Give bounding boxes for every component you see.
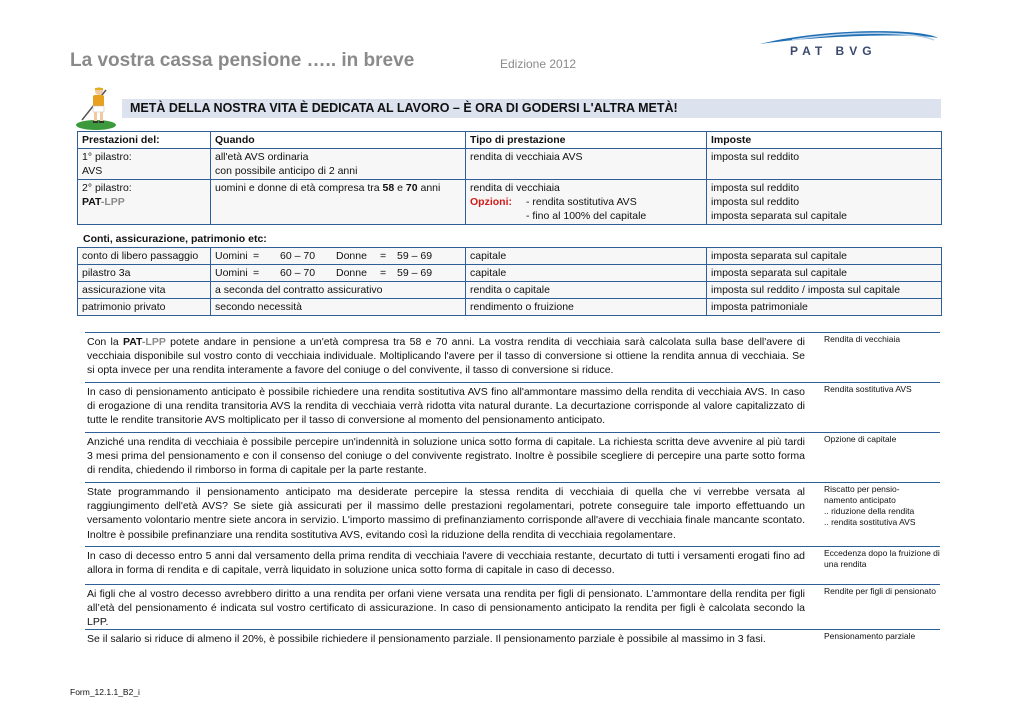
logo-text: PAT BVG bbox=[790, 44, 877, 58]
cell-text: rendita di vecchiaia bbox=[470, 182, 560, 194]
accounts-table bbox=[77, 247, 942, 316]
section-text: In caso di pensionamento anticipato è possibile richiedere una rendita sostitutiva AVS fino all'ammontare massimo della rendita di vecchiaia AVS. In caso di erogazione di una rendita transitoria AVS la rendita di vecchiaia verrà ridotta vita natural durante. La decurtazione corrisponde al valore capitalizzato di tutte le rendite transitorie AVS moltiplicato per il tasso di conversione al momento del pensionamento anticipato. bbox=[87, 386, 805, 427]
table-cell bbox=[211, 149, 466, 180]
cell-text: imposta separata sul capitale bbox=[711, 210, 847, 222]
header-cell: Imposte bbox=[707, 132, 942, 149]
table-header-row bbox=[78, 132, 942, 149]
age-range-cell: Uomini = 60 – 70 Donne = 59 – 69 bbox=[211, 248, 466, 265]
lpp-text: -LPP bbox=[100, 196, 125, 208]
section-text: Se il salario si riduce di almeno il 20%, è possibile richiedere il pensionamento parziale. Il pensionamento parziale è possibile al massimo in 3 fasi. bbox=[87, 633, 766, 645]
pillar-label: 2° pilastro: bbox=[82, 182, 132, 194]
section-partial-retirement bbox=[85, 629, 940, 652]
cell-text: all'età AVS ordinaria bbox=[215, 151, 309, 163]
header-cell: Prestazioni del: bbox=[78, 132, 211, 149]
section-side-label: Rendite per figli di pensionato bbox=[824, 586, 936, 596]
account-name: patrimonio privato bbox=[78, 299, 211, 316]
benefit-type: capitale bbox=[466, 248, 707, 265]
cell-text: rendita di vecchiaia AVS bbox=[470, 151, 583, 163]
benefit-type: capitale bbox=[466, 265, 707, 282]
options-label: Opzioni: bbox=[470, 196, 512, 208]
pillar-name bbox=[82, 195, 206, 209]
section-capital-option bbox=[85, 432, 940, 483]
section-avs-substitute bbox=[85, 382, 940, 433]
edition-label: Edizione 2012 bbox=[500, 57, 577, 71]
cell-text: imposta sul reddito bbox=[711, 151, 800, 163]
table-cell bbox=[466, 180, 707, 225]
header-cell: Quando bbox=[211, 132, 466, 149]
table-row bbox=[78, 248, 942, 265]
pillar-label: 1° pilastro: bbox=[82, 151, 132, 163]
table-row bbox=[78, 299, 942, 316]
tax-type: imposta separata sul capitale bbox=[707, 265, 942, 282]
section-side-label: Rendita di vecchiaia bbox=[824, 334, 901, 344]
section-surplus-after-pension bbox=[85, 546, 940, 584]
age-range-cell: Uomini = 60 – 70 Donne = 59 – 69 bbox=[211, 265, 466, 282]
tax-type: imposta patrimoniale bbox=[707, 299, 942, 316]
age-min: 58 bbox=[382, 182, 395, 194]
when-cell: secondo necessità bbox=[211, 299, 466, 316]
section-side-label: Opzione di capitale bbox=[824, 434, 897, 444]
cell-text: e bbox=[394, 182, 406, 194]
table-row bbox=[78, 180, 942, 225]
table-cell bbox=[78, 149, 211, 180]
account-name: conto di libero passaggio bbox=[78, 248, 211, 265]
table-row bbox=[78, 282, 942, 299]
pillar-name: AVS bbox=[82, 165, 103, 177]
when-cell: a seconda del contratto assicurativo bbox=[211, 282, 466, 299]
form-code: Form_12.1.1_B2_i bbox=[70, 687, 140, 697]
cell-text: imposta sul reddito bbox=[711, 182, 800, 194]
cell-text: imposta sul reddito bbox=[711, 196, 800, 208]
section-side-label: Pensionamento parziale bbox=[824, 631, 916, 641]
slogan-text: METÀ DELLA NOSTRA VITA È DEDICATA AL LAVORO – È ORA DI GODERSI L'ALTRA METÀ! bbox=[130, 101, 678, 115]
section-text: State programmando il pensionamento anticipato ma desiderate percepire la stessa rendita di vecchiaia di quella che vi verrebbe versata al raggiungimento dell'età AVS? Se siete già assicurati per il massimo delle prestazioni regolamentari, potrete conseguire tale importo effettuando un versamento volontario mentre siete ancora in servizio. L'importo massimo di prefinanziamento corrisponde all'avere di vecchiaia finale mancante scontato. Inoltre è possibile prefinanziare una rendita sostitutiva AVS, evitando così la riduzione della rendita di vecchiaia regolamentare. bbox=[87, 486, 805, 541]
section-early-retirement-buyin bbox=[85, 482, 940, 547]
tax-type: imposta sul reddito / imposta sul capitale bbox=[707, 282, 942, 299]
pat-text: PAT bbox=[82, 196, 101, 208]
benefits-table bbox=[77, 131, 942, 225]
account-name: pilastro 3a bbox=[78, 265, 211, 282]
table-cell bbox=[78, 180, 211, 225]
accounts-title: Conti, assicurazione, patrimonio etc: bbox=[83, 233, 267, 245]
table-cell bbox=[707, 149, 942, 180]
section-text: In caso di decesso entro 5 anni dal versamento della prima rendita di vecchiaia l'avere di vecchiaia restante, decurtato di tutti i versamenti erogati fino ad allora in forma di rendita e di capitale, verrà liquidato in soluzione unica sotto forma di capitale in caso di decesso. bbox=[87, 550, 805, 577]
benefit-type: rendimento o fruizione bbox=[466, 299, 707, 316]
cell-text: uomini e donne di età compresa tra bbox=[215, 182, 383, 194]
section-child-pension bbox=[85, 584, 940, 629]
section-text: Ai figli che al vostro decesso avrebbero diritto a una rendita per orfani viene versata una rendita per figli di pensionato. L’ammontare della rendita per figli all’età del pensionamento é indicata sul vostro certificato di assicurazione. In caso di pensionamento anticipato la rendita per figli è calcolata secondo la LPP. bbox=[87, 588, 805, 629]
cell-text: anni bbox=[417, 182, 441, 194]
age-max: 70 bbox=[405, 182, 418, 194]
section-side-label: Riscatto per pensio- namento anticipato .. riduzione della rendita .. rendita sostitutiva AVS bbox=[824, 484, 916, 527]
section-old-age-pension bbox=[85, 332, 940, 383]
option-item: - fino al 100% del capitale bbox=[526, 210, 647, 222]
benefit-type: rendita o capitale bbox=[466, 282, 707, 299]
section-side-label: Eccedenza dopo la fruizione di una rendita bbox=[824, 548, 940, 569]
table-row bbox=[78, 149, 942, 180]
option-item: - rendita sostitutiva AVS bbox=[526, 196, 637, 208]
section-text: Anziché una rendita di vecchiaia è possibile percepire un'indennità in soluzione unica sotto forma di capitale. La richiesta scritta deve avvenire al più tardi 3 mesi prima del pensionamento e con il consenso del coniuge o del convivente registrato. Inoltre è possibile scegliere di percepire una parte sotto forma di rendita, chiedendo il rimborso in forma di capitale per la parte restante. bbox=[87, 436, 805, 477]
slogan-banner bbox=[122, 99, 941, 118]
table-cell bbox=[707, 180, 942, 225]
table-cell bbox=[211, 180, 466, 225]
cell-text: con possibile anticipo di 2 anni bbox=[215, 165, 358, 177]
account-name: assicurazione vita bbox=[78, 282, 211, 299]
tax-type: imposta separata sul capitale bbox=[707, 248, 942, 265]
table-cell bbox=[466, 149, 707, 180]
section-text: Con la PAT-LPP potete andare in pensione a un'età compresa tra 58 e 70 anni. La vostra rendita di vecchiaia sarà calcolata sulla base dell'avere di vecchiaia disponibile sul vostro conto di vecchiaia individuale. Moltiplicando l'avere per il tasso di conversione si ottiene la rendita annua di vecchiaia. Se si opta invece per una rendita interamente a favore del coniuge o del convivente, il tasso di conversione si riduce. bbox=[87, 336, 805, 377]
table-row bbox=[78, 265, 942, 282]
section-side-label: Rendita sostitutiva AVS bbox=[824, 384, 912, 394]
header-cell: Tipo di prestazione bbox=[466, 132, 707, 149]
golfer-icon bbox=[74, 84, 118, 130]
document-title: La vostra cassa pensione ….. in breve bbox=[70, 50, 415, 71]
